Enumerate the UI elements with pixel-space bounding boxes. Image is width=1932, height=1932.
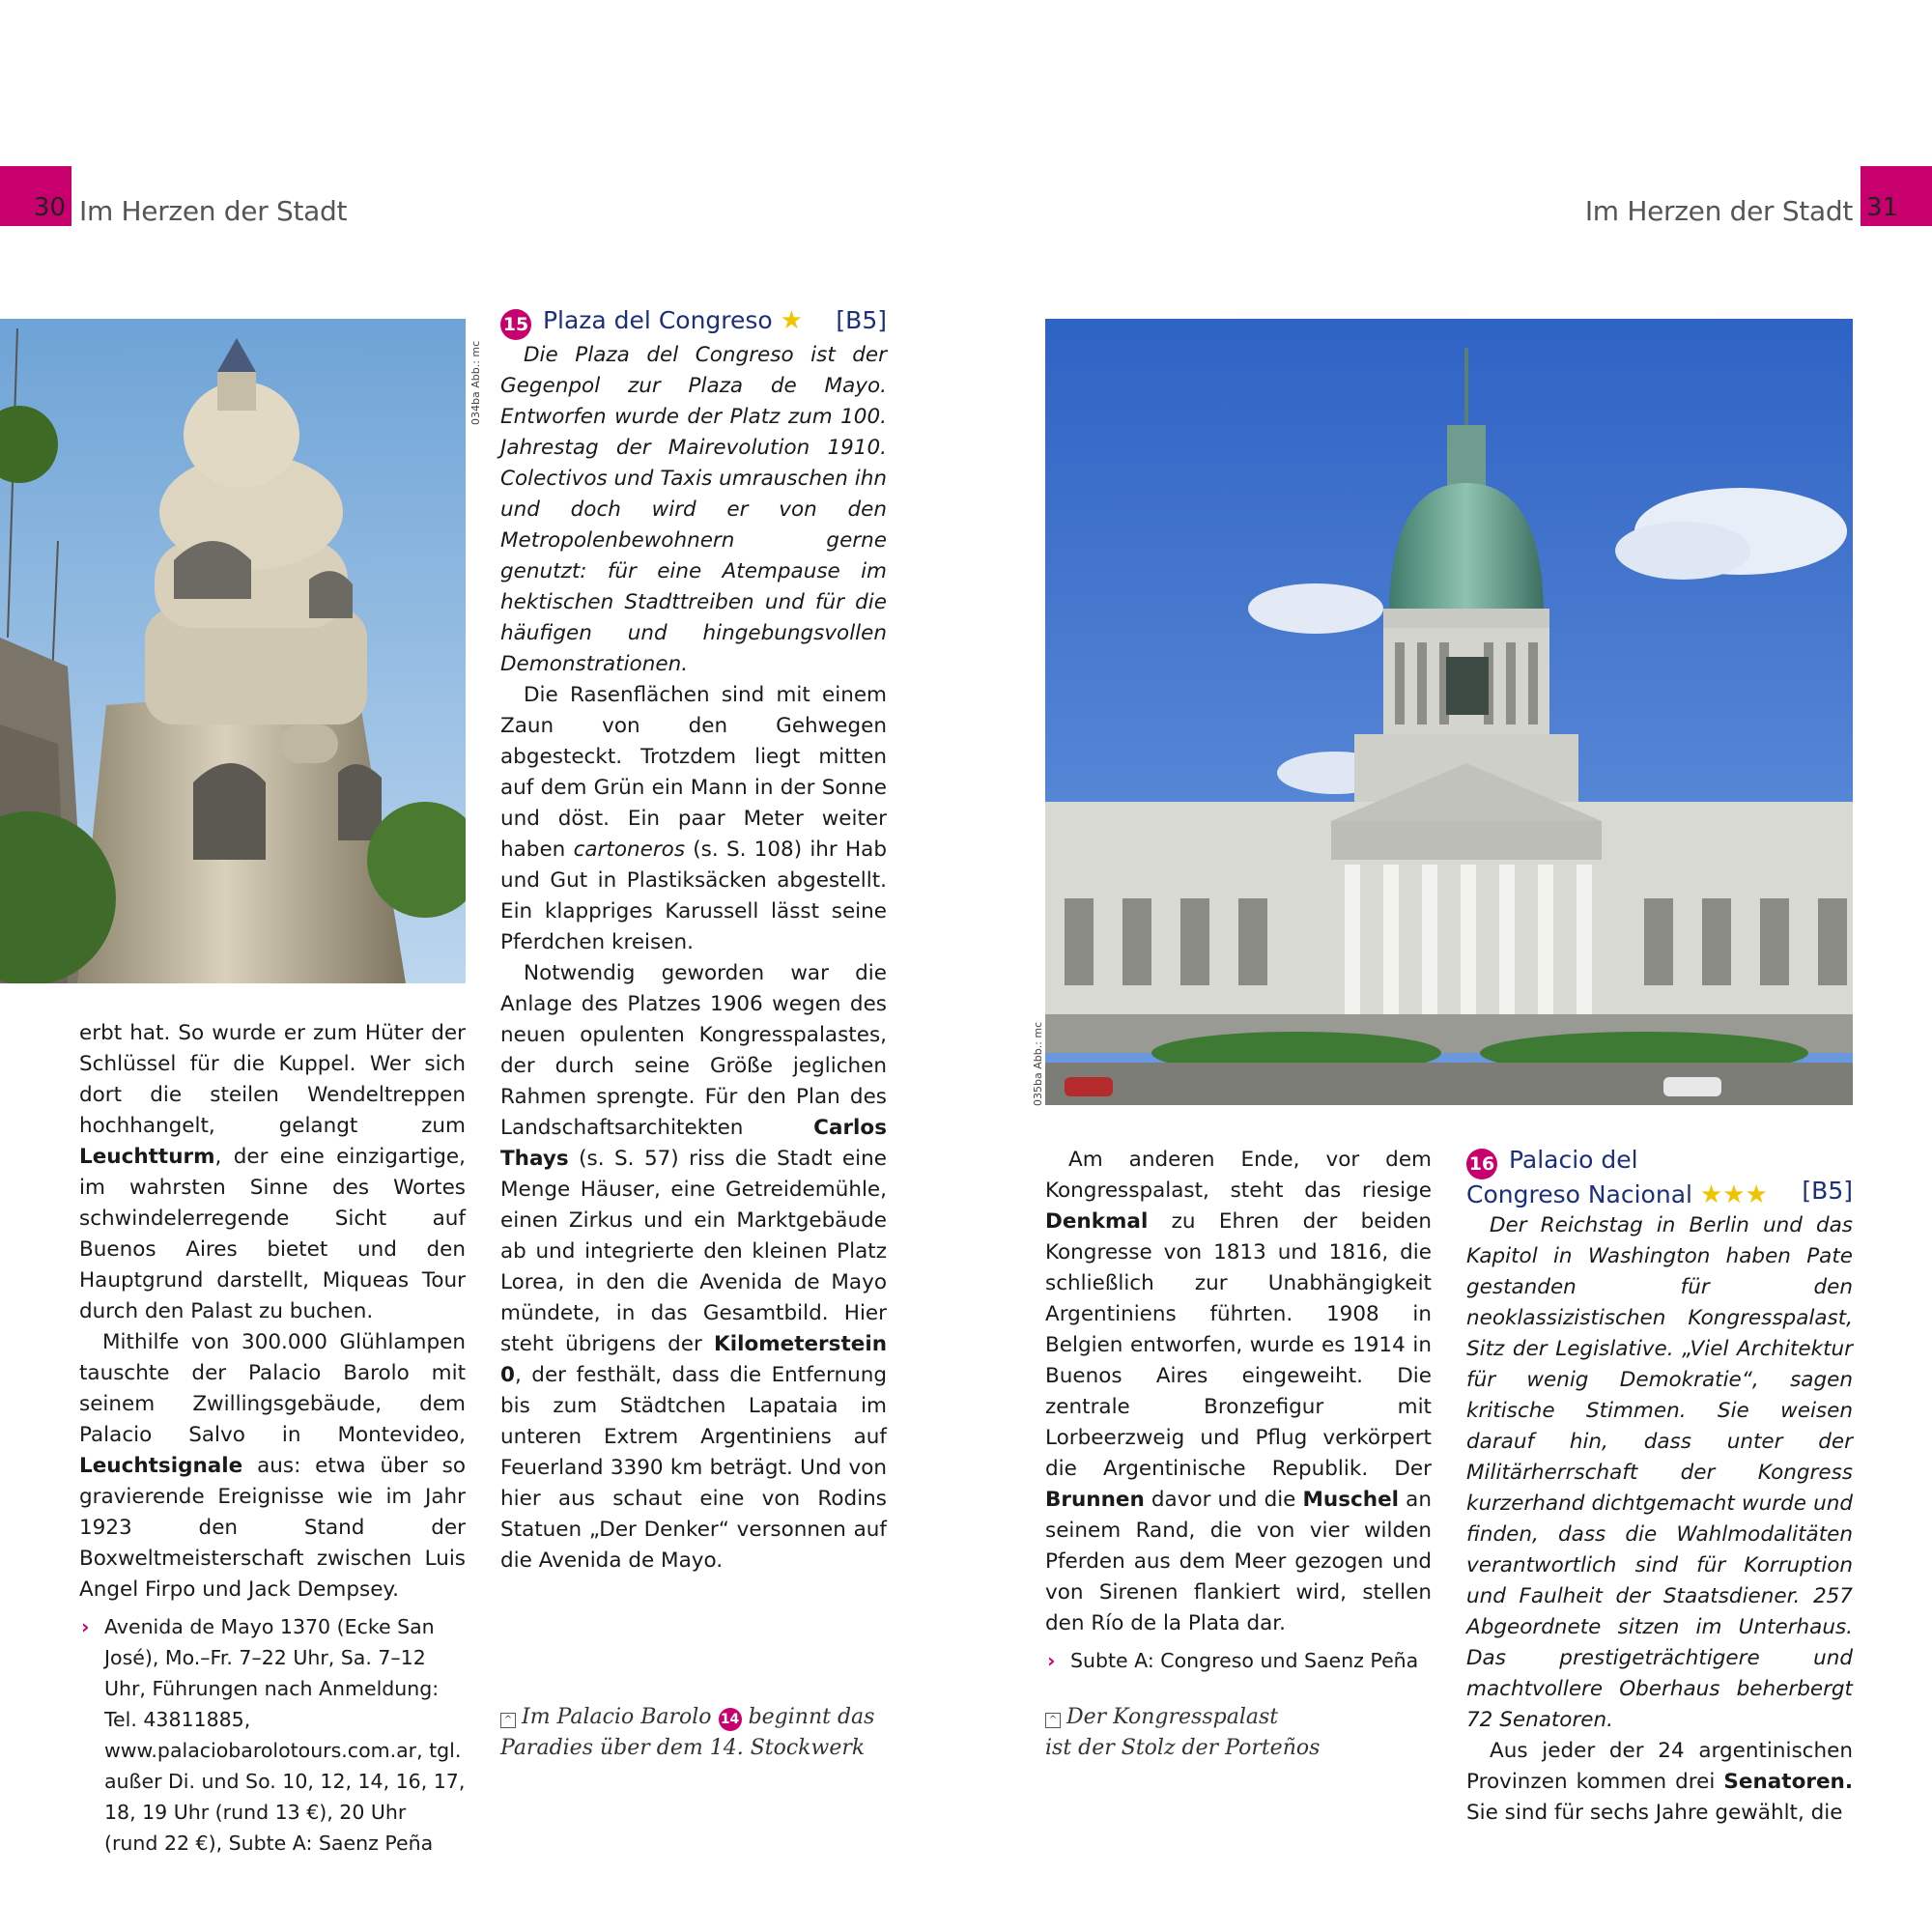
col1-paragraph-2: Mithilfe von 300.000 Glühlampen tauschte der Palacio Barolo mit seinem Zwillingsgebäude, dem Palacio Salvo in Montevideo, Leuchtsignale aus: etwa über so gravierende Ereignisse wie im Jahr 1923 den Stand der Boxweltmeisterschaft zwischen Luis Angel Firpo und Jack Dempsey. xyxy=(79,1330,466,1602)
poi-number-badge: 15 xyxy=(500,309,531,340)
palacio-barolo-photo xyxy=(0,319,466,983)
section-heading-plaza-del-congreso xyxy=(500,305,887,340)
poi-number-badge: 16 xyxy=(1466,1149,1497,1179)
running-head-left: Im Herzen der Stadt xyxy=(79,195,348,227)
col3-info-block xyxy=(1045,1645,1432,1676)
caption-arrow-icon: ^ xyxy=(1045,1713,1061,1728)
section-title: Plaza del Congreso xyxy=(542,306,773,334)
column-1 xyxy=(79,1018,466,1859)
page-number-right xyxy=(1861,166,1932,226)
col1-info-text: Avenida de Mayo 1370 (Ecke San José), Mo.–Fr. 7–22 Uhr, Sa. 7–12 Uhr, Führungen nach Anmeldung: Tel. 43811885, www.palaciobarolotours.com.ar, tgl. außer Di. und So. 10, 12, 14, 16, 17, 18, 19 Uhr (rund 13 €), 20 Uhr (rund 22 €), Subte A: Saenz Peña xyxy=(104,1615,466,1855)
col3-info-text: Subte A: Congreso und Saenz Peña xyxy=(1070,1649,1419,1672)
section-title-line-1: Palacio del xyxy=(1508,1146,1638,1174)
col2-intro: Die Plaza del Congreso ist der Gegenpol zur Plaza de Mayo. Entworfen wurde der Platz zum 100. Jahrestag der Mairevolution 1910. Colectivos und Taxis umrauschen ihn und doch wird er von den Metropolenbewohnern gerne genutzt: für eine Atempause im hektischen Stadttreiben und für die häufigen und hingebungsvollen Demonstrationen. xyxy=(500,343,887,676)
section-heading-palacio-del-congreso xyxy=(1466,1145,1853,1210)
column-4 xyxy=(1466,1145,1853,1829)
col1-info-block xyxy=(79,1611,466,1859)
col1-paragraph-1: erbt hat. So wurde er zum Hüter der Schlüssel für die Kuppel. Wer sich dort die steilen Wendeltreppen hochhangelt, gelangt zum Leuchtturm, der eine einzigartige, im wahrsten Sinne des Wortes schwindelerregende Sicht auf Buenos Aires bietet und den Hauptgrund darstellt, Miqueas Tour durch den Palast zu buchen. xyxy=(79,1021,466,1323)
col2-paragraph-2: Die Rasenflächen sind mit einem Zaun von den Gehwegen abgesteckt. Trotzdem liegt mitten auf dem Grün ein Mann in der Sonne und döst. Ein paar Meter weiter haben cartoneros (s. S. 108) ihr Hab und Gut in Plastiksäcken abgestellt. Ein klappriges Karussell lässt seine Pferdchen kreisen. xyxy=(500,683,887,954)
star-rating-icon: ★ xyxy=(780,306,803,335)
poi-number-badge-small: 14 xyxy=(719,1708,742,1731)
chevron-right-icon: › xyxy=(1047,1649,1056,1672)
col4-intro: Der Reichstag in Berlin und das Kapitol in Washington haben Pate gestanden für den neoklassizistischen Kongresspalast, Sitz der Legislative. „Viel Architektur für wenig Demokratie“, sagen kritische Stimmen. Sie weisen darauf hin, dass unter der Militärherrschaft der Kongress kurzerhand dichtgemacht wurde und finden, dass die Wahlmodalitäten verantwortlich sind für Korruption und Faulheit der Staatsdiener. 257 Abgeordnete sitzen im Unterhaus. Das prestigeträchtigere und machtvollere Oberhaus beherbergt 72 Senatoren. xyxy=(1466,1213,1853,1732)
caption-congreso: ^ Der Kongresspalast ist der Stolz der Porteños xyxy=(1045,1705,1321,1760)
col3-paragraph-1: Am anderen Ende, vor dem Kongresspalast, steht das riesige Denkmal zu Ehren der beiden Kongresse von 1813 und 1816, die schließlich zur Unabhängigkeit Argentiniens führten. 1908 in Belgien entworfen, wurde es 1914 in Buenos Aires eingeweiht. Die zentrale Bronzefigur mit Lorbeerzweig und Pflug verkörpert die Argentinische Republik. Der Brunnen davor und die Muschel an seinem Rand, die von vier wilden Pferden aus dem Meer gezogen und von Sirenen flankiert wird, stellen den Río de la Plata dar. xyxy=(1045,1148,1432,1635)
col2-paragraph-3: Notwendig geworden war die Anlage des Platzes 1906 wegen des neuen opulenten Kongresspalastes, der durch seine Größe jeglichen Rahmen sprengte. Für den Plan des Landschaftsarchitekten Carlos Thays (s. S. 57) riss die Stadt eine Menge Häuser, eine Getreidemühle, einen Zirkus und ein Marktgebäude ab und integrierte den kleinen Platz Lorea, in den die Avenida de Mayo mündete, in das Gesamtbild. Hier steht übrigens der Kilometerstein 0, der festhält, dass die Entfernung bis zum Städtchen Lapataia im unteren Extrem Argentiniens auf Feuerland 3390 km beträgt. Und von hier aus schaut eine von Rodins Statuen „Der Denker“ versonnen auf die Avenida de Mayo. xyxy=(500,961,887,1573)
congreso-photo xyxy=(1045,319,1853,1105)
column-3 xyxy=(1045,1145,1432,1676)
page-number-right-text: 31 xyxy=(1866,193,1899,222)
col4-paragraph-2: Aus jeder der 24 argentinischen Provinzen kommen drei Senatoren. Sie sind für sechs Jahre gewählt, die xyxy=(1466,1739,1853,1825)
caption-arrow-icon: ^ xyxy=(500,1713,516,1728)
page-number-left-text: 30 xyxy=(33,193,66,222)
chevron-right-icon: › xyxy=(81,1615,90,1638)
section-title-line-2: Congreso Nacional xyxy=(1466,1180,1692,1208)
star-rating-icon: ★★★ xyxy=(1699,1180,1768,1209)
page-number-left xyxy=(0,166,71,226)
caption-palacio-barolo: ^ Im Palacio Barolo 14 beginnt das Paradies über dem 14. Stockwerk xyxy=(500,1705,875,1760)
right-photo-credit: 035ba Abb.: mc xyxy=(1032,1021,1044,1106)
left-photo-credit: 034ba Abb.: mc xyxy=(469,340,482,425)
map-grid-ref: [B5] xyxy=(836,306,887,334)
column-2 xyxy=(500,305,887,1577)
running-head-right: Im Herzen der Stadt xyxy=(1584,195,1853,227)
map-grid-ref: [B5] xyxy=(1802,1177,1853,1205)
